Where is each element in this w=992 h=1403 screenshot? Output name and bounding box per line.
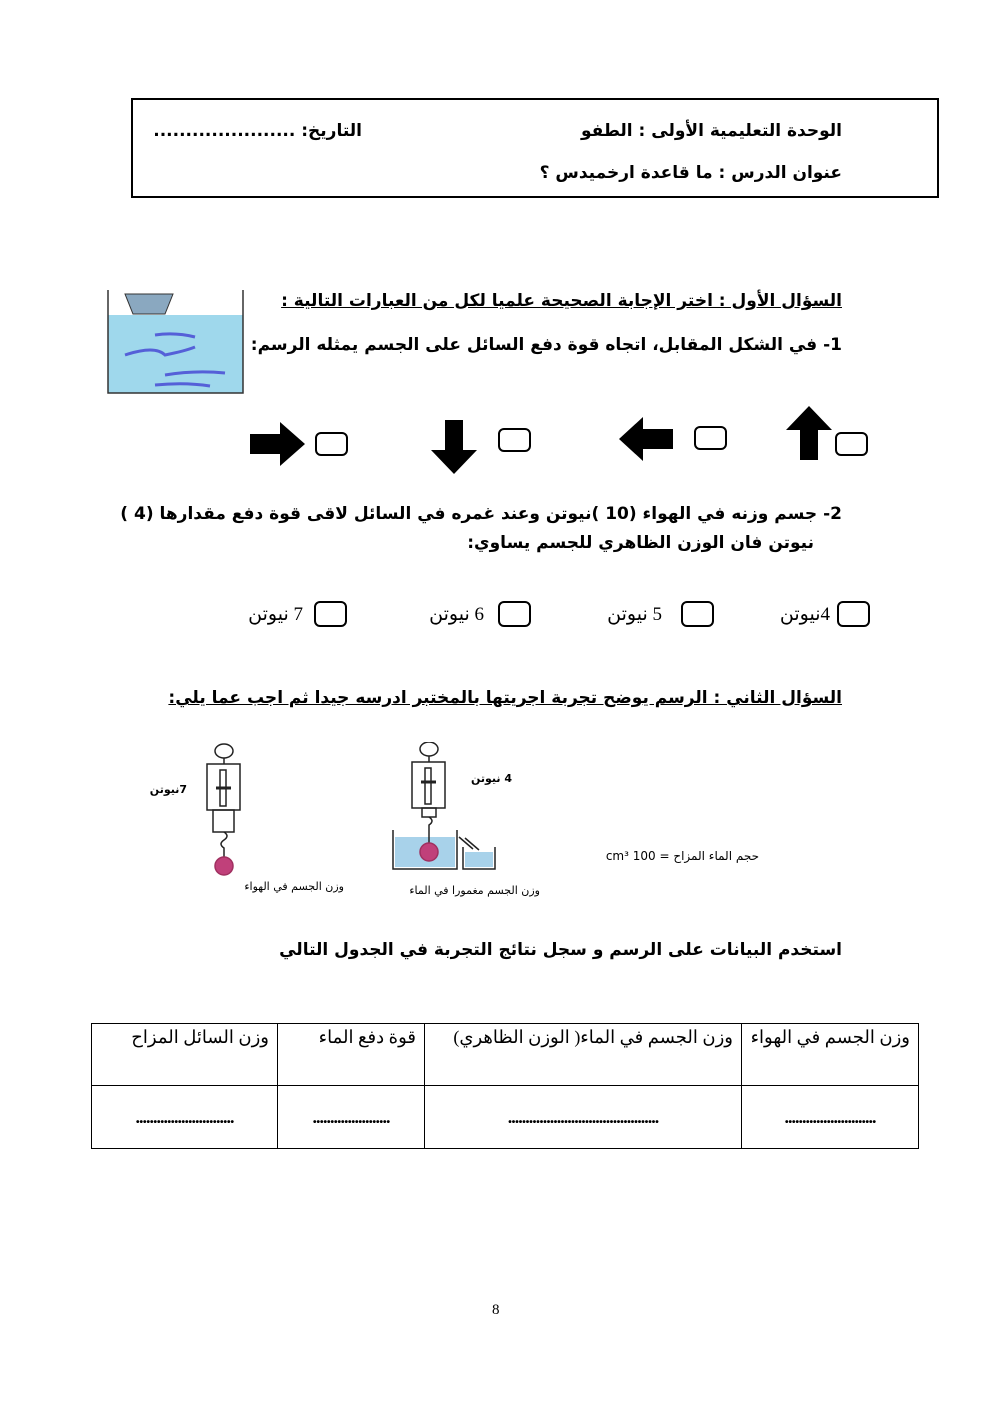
lesson-title: عنوان الدرس : ما قاعدة ارخميدس ؟ xyxy=(539,163,842,183)
q2-instruction: استخدم البيانات على الرسم و سجل نتائج التجربة في الجدول التالي xyxy=(279,940,842,960)
results-table xyxy=(91,1023,919,1149)
date-field: التاريخ: ...................... xyxy=(153,121,362,141)
option-box-6[interactable] xyxy=(498,601,531,627)
table-header-row xyxy=(92,1024,919,1086)
caption-air: وزن الجسم في الهواء xyxy=(244,880,344,893)
answer-displaced-weight[interactable]: ............................ xyxy=(92,1086,278,1149)
option-label-5: 5 نيوتن xyxy=(607,604,662,625)
q2-heading: السؤال الثاني : الرسم يوضح تجربة اجريتها بالمختبر ادرسه جيدا ثم اجب عما يلي: xyxy=(168,688,842,708)
beaker-figure xyxy=(105,290,247,396)
unit-title: الوحدة التعليمية الأولى : الطفو xyxy=(580,121,842,141)
answer-weight-air[interactable]: .......................... xyxy=(742,1086,919,1149)
down-arrow-icon xyxy=(431,420,477,474)
spring-balance-water xyxy=(385,742,510,872)
right-arrow-icon xyxy=(250,422,305,466)
spring-balance-air xyxy=(195,742,255,877)
reading-water: 4 نيوتن xyxy=(470,772,512,785)
answer-box-down[interactable] xyxy=(498,428,531,452)
option-box-4[interactable] xyxy=(837,601,870,627)
left-arrow-icon xyxy=(619,417,673,461)
answer-buoyant-force[interactable]: ...................... xyxy=(278,1086,425,1149)
table-row xyxy=(92,1086,919,1149)
answer-box-right[interactable] xyxy=(315,432,348,456)
displaced-volume: حجم الماء المزاح = 100 cm³ xyxy=(605,849,759,863)
header-buoyant-force: قوة دفع الماء xyxy=(278,1024,425,1086)
q1-item2-line2: نيوتن فان الوزن الظاهري للجسم يساوي: xyxy=(467,533,814,553)
up-arrow-icon xyxy=(786,406,832,460)
option-box-7[interactable] xyxy=(314,601,347,627)
header-apparent-weight: وزن الجسم في الماء( الوزن الظاهري) xyxy=(425,1024,742,1086)
option-box-5[interactable] xyxy=(681,601,714,627)
header-weight-air: وزن الجسم في الهواء xyxy=(742,1024,919,1086)
option-label-4: 4نيوتن xyxy=(779,604,830,625)
reading-air: 7نيوتن xyxy=(149,783,187,796)
q1-item2-line1: 2- جسم وزنه في الهواء (10 )نيوتن وعند غمره في السائل لاقى قوة دفع مقدارها (4 ) xyxy=(120,504,842,524)
option-label-7: 7 نيوتن xyxy=(248,604,303,625)
answer-apparent-weight[interactable]: ........................................... xyxy=(425,1086,742,1149)
caption-water: وزن الجسم مغمورا في الماء xyxy=(409,884,540,897)
header-displaced-weight: وزن السائل المزاح xyxy=(92,1024,278,1086)
option-label-6: 6 نيوتن xyxy=(429,604,484,625)
page-number: 8 xyxy=(492,1302,500,1318)
q1-item1: 1- في الشكل المقابل، اتجاه قوة دفع السائل على الجسم يمثله الرسم: xyxy=(250,335,842,355)
answer-box-up[interactable] xyxy=(835,432,868,456)
header-box xyxy=(131,98,939,198)
q1-heading: السؤال الأول : اختر الإجابة الصحيحة علميا لكل من العبارات التالية : xyxy=(281,291,842,311)
answer-box-left[interactable] xyxy=(694,426,727,450)
